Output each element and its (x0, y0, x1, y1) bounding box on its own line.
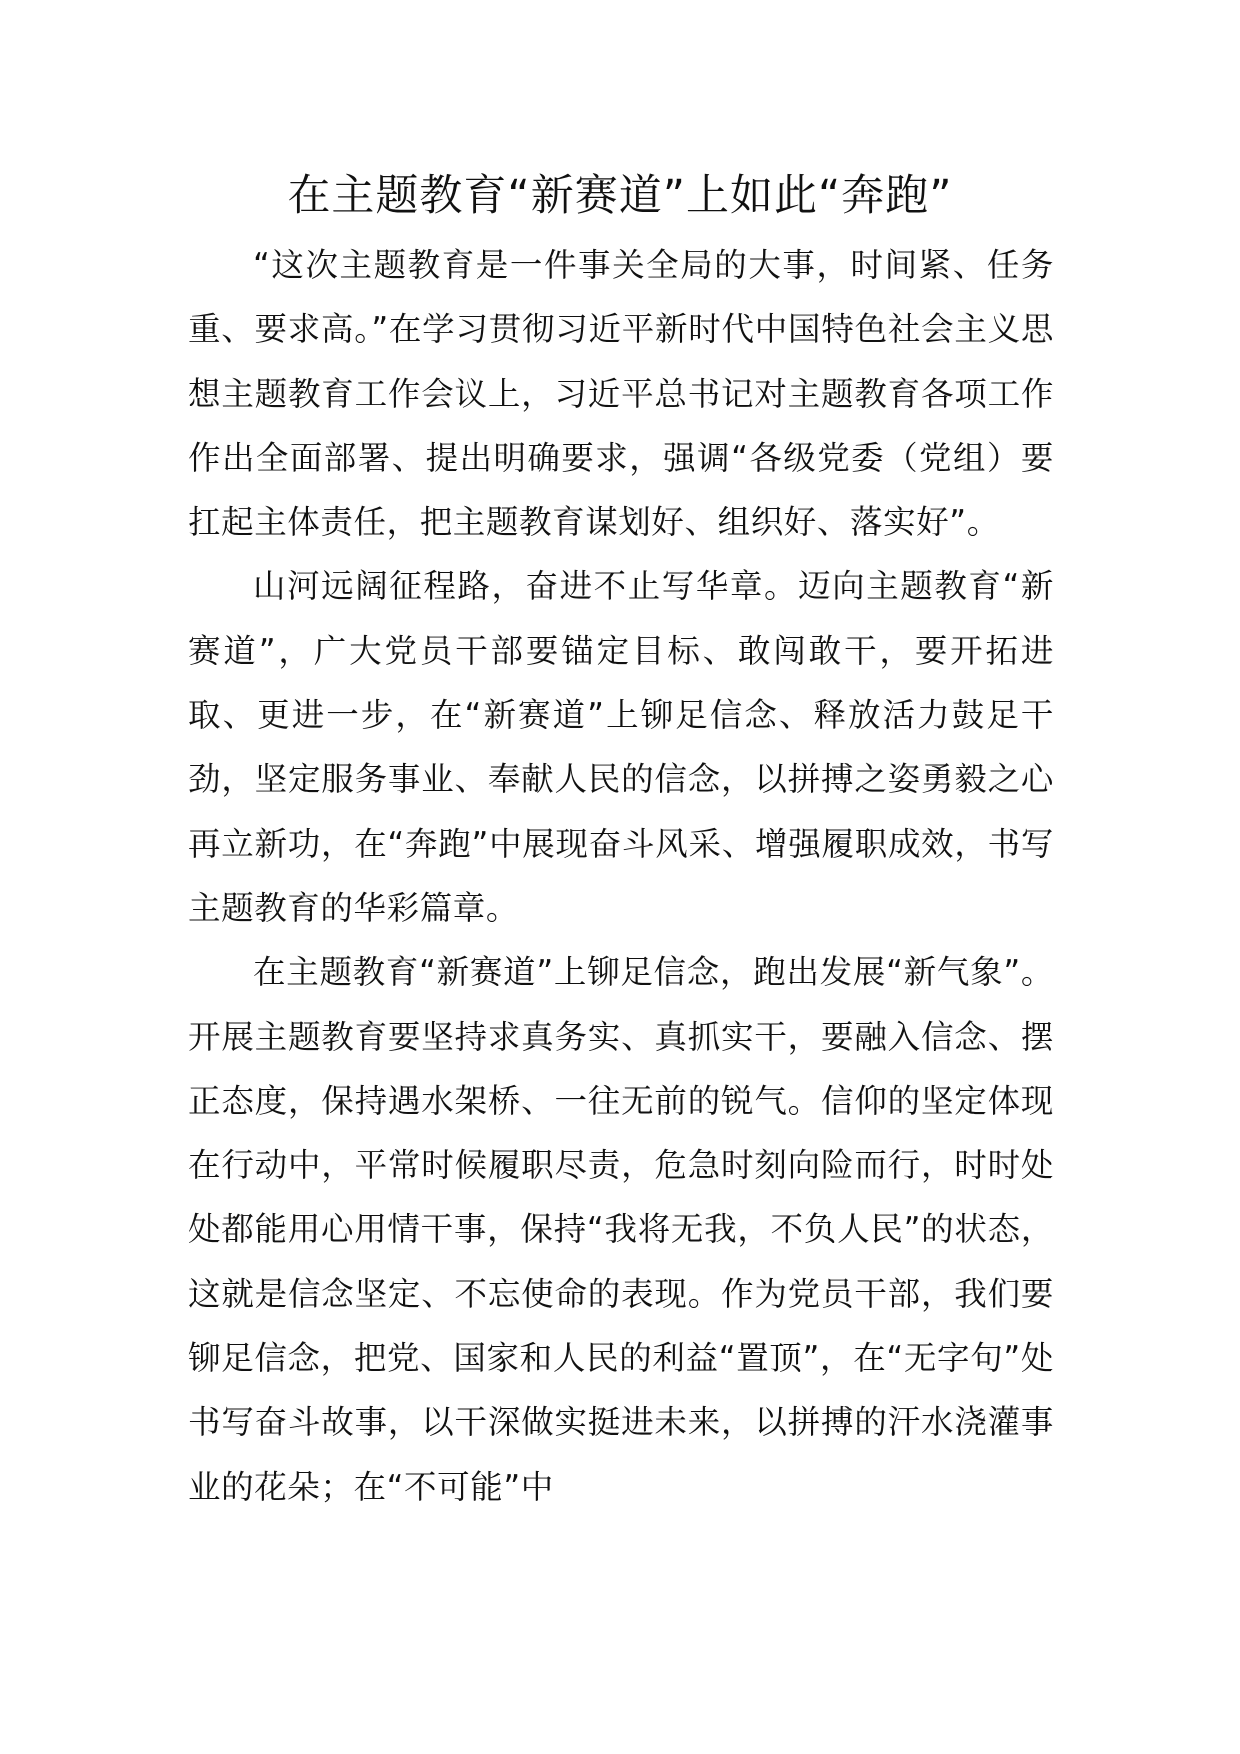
document-body (188, 233, 1054, 1519)
document-title: 在主题教育“新赛道”上如此“奔跑” (287, 171, 953, 221)
paragraph-2: 山河远阔征程路，奋进不止写华章。迈向主题教育“新赛道”，广大党员干部要锚定目标、敢闯敢干，要开拓进取、更进一步，在“新赛道”上铆足信念、释放活力鼓足干劲，坚定服务事业、奉献人民的信念，以拼搏之姿勇毅之心再立新功，在“奔跑”中展现奋斗风采、增强履职成效，书写主题教育的华彩篇章。 (188, 567, 1054, 927)
paragraph-1: “这次主题教育是一件事关全局的大事，时间紧、任务重、要求高。”在学习贯彻习近平新时代中国特色社会主义思想主题教育工作会议上，习近平总书记对主题教育各项工作作出全面部署、提出明确要求，强调“各级党委（党组）要扛起主体责任，把主题教育谋划好、组织好、落实好”。 (188, 246, 1054, 542)
paragraph-3: 在主题教育“新赛道”上铆足信念，跑出发展“新气象”。开展主题教育要坚持求真务实、真抓实干，要融入信念、摆正态度，保持遇水架桥、一往无前的锐气。信仰的坚定体现在行动中，平常时候履职尽责，危急时刻向险而行，时时处处都能用心用情干事，保持“我将无我，不负人民”的状态，这就是信念坚定、不忘使命的表现。作为党员干部，我们要铆足信念，把党、国家和人民的利益“置顶”，在“无字句”处书写奋斗故事，以干深做实挺进未来，以拼搏的汗水浇灌事业的花朵；在“不可能”中 (188, 953, 1054, 1506)
